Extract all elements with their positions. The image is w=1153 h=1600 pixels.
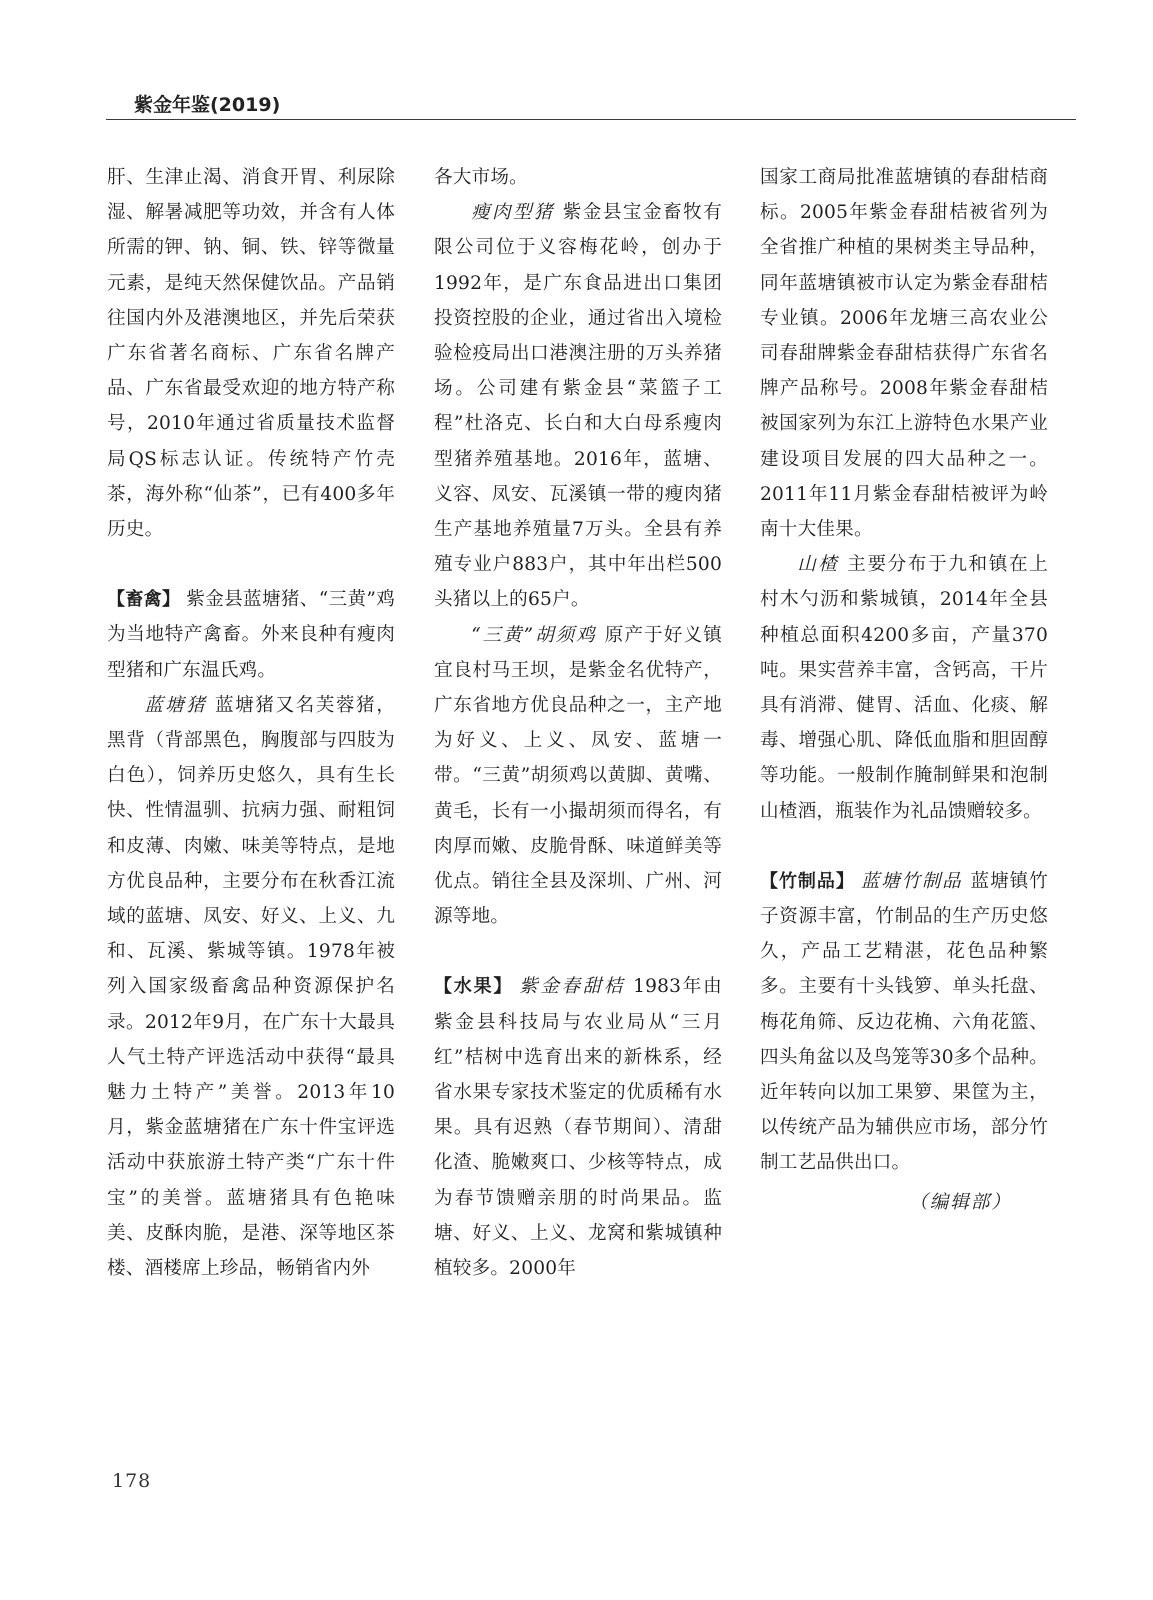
section-bamboo xyxy=(760,864,1048,1181)
subheading: “三黄”胡须鸡 xyxy=(471,624,597,646)
paragraph-text: 原产于好义镇宜良村马王坝，是紫金名优特产，广东省地方优良品种之一，主产地为好义、上义、凤安、蓝塘一带。“三黄”胡须鸡以黄脚、黄嘴、黄毛，长有一小撮胡须而得名，有肉厚而嫩、皮脆骨酥、味道鲜美等优点。销往全县及深圳、广州、河源等地。 xyxy=(434,624,722,928)
section-heading: 【竹制品】 xyxy=(760,870,855,892)
subheading: 蓝塘猪 xyxy=(144,694,208,716)
column-1 xyxy=(107,160,395,1286)
running-header-title: 紫金年鉴(2019) xyxy=(134,94,281,116)
column-3 xyxy=(760,160,1048,1220)
section-heading: 【水果】 xyxy=(434,976,514,998)
paragraph-text: 1983年由紫金县科技局与农业局从“三月红”桔树中选育出来的新株系，经省水果专家技术鉴定的优质稀有水果。具有迟熟（春节期间）、清甜化渣、脆嫩爽口、少核等特点，成为春节馈赠亲朋的时尚果品。监塘、好义、上义、龙窝和紫城镇种植较多。2000年 xyxy=(434,976,722,1280)
paragraph-hawthorn xyxy=(760,547,1048,829)
paragraph: 各大市场。 xyxy=(434,167,528,188)
column-2 xyxy=(434,160,722,1286)
paragraph-text: 蓝塘猪又名芙蓉猪，黑背（背部黑色，胸腹部与四肢为白色），饲养历史悠久，具有生长快、性情温驯、抗病力强、耐粗饲和皮薄、肉嫩、味美等特点，是地方优良品种，主要分布在秋香江流域的蓝塘、凤安、好义、上义、九和、瓦溪、紫城等镇。1978年被列入国家级畜禽品种资源保护名录。2012年9月，在广东十大最具人气土特产评选活动中获得“最具魅力土特产”美誉。2013年10月，紫金蓝塘猪在广东十件宝评选活动中获旅游土特产类“广东十件宝”的美誉。蓝塘猪具有色艳味美、皮酥肉脆，是港、深等地区茶楼、酒楼席上珍品，畅销省内外 xyxy=(107,694,395,1280)
subheading: 山楂 xyxy=(797,554,840,576)
subheading: 瘦肉型猪 xyxy=(471,202,555,224)
section-fruit xyxy=(434,969,722,1286)
paragraph: 肝、生津止渴、消食开胃、利尿除湿、解暑减肥等功效，并含有人体所需的钾、钠、铜、铁、锌等微量元素，是纯天然保健饮品。产品销往国内外及港澳地区，并先后荣获广东省著名商标、广东省名牌产品、广东省最受欢迎的地方特产称号，2010年通过省质量技术监督局QS标志认证。传统特产竹壳茶，海外称“仙茶”，已有400多年历史。 xyxy=(107,167,395,541)
section-heading: 【畜禽】 xyxy=(107,589,181,611)
subheading: 蓝塘竹制品 xyxy=(860,870,963,892)
paragraph-text: 紫金县宝金畜牧有限公司位于义容梅花岭，创办于1992年，是广东食品进出口集团投资控股的企业，通过省出入境检验检疫局出口港澳注册的万头养猪场。公司建有紫金县“菜篮子工程”杜洛克、长白和大白母系瘦肉型猪养殖基地。2016年，蓝塘、义容、凤安、瓦溪镇一带的瘦肉猪生产基地养殖量7万头。全县有养殖专业户883户，其中年出栏500头猪以上的65户。 xyxy=(434,202,722,611)
header-rule xyxy=(106,119,1076,120)
section-livestock xyxy=(107,582,395,688)
paragraph-sanhuang-chicken xyxy=(434,618,722,935)
paragraph-text: 蓝塘镇竹子资源丰富，竹制品的生产历史悠久，产品工艺精湛，花色品种繁多。主要有十头钱箩、单头托盘、梅花角筛、反边花桷、六角花篮、四头角盆以及鸟笼等30多个品种。近年转向以加工果箩、果筐为主，以传统产品为辅供应市场，部分竹制工艺品供出口。 xyxy=(760,870,1048,1174)
paragraph-lean-pig xyxy=(434,195,722,617)
running-header xyxy=(106,86,1076,126)
paragraph: 国家工商局批准蓝塘镇的春甜桔商标。2005年紫金春甜桔被省列为全省推广种植的果树类主导品种，同年蓝塘镇被市认定为紫金春甜桔专业镇。2006年龙塘三高农业公司春甜牌紫金春甜桔获得广东省名牌产品称号。2008年紫金春甜桔被国家列为东江上游特色水果产业建设项目发展的四大品种之一。2011年11月紫金春甜桔被评为岭南十大佳果。 xyxy=(760,167,1048,541)
page-number: 178 xyxy=(112,1470,152,1492)
paragraph-lantang-pig xyxy=(107,688,395,1286)
paragraph-text: 主要分布于九和镇在上村木勺沥和紫城镇，2014年全县种植总面积4200多亩，产量370吨。果实营养丰富，含钙高，干片具有消滞、健胃、活血、化痰、解毒、增强心肌、降低血脂和胆固醇等功能。一般制作腌制鲜果和泡制山楂酒，瓶装作为礼品馈赠较多。 xyxy=(760,554,1048,822)
source-credit: （编辑部） xyxy=(909,1191,1012,1213)
paragraph-text: 紫金县蓝塘猪、“三黄”鸡为当地特产禽畜。外来良种有瘦肉型猪和广东温氏鸡。 xyxy=(107,589,395,681)
subheading: 紫金春甜桔 xyxy=(519,976,626,998)
